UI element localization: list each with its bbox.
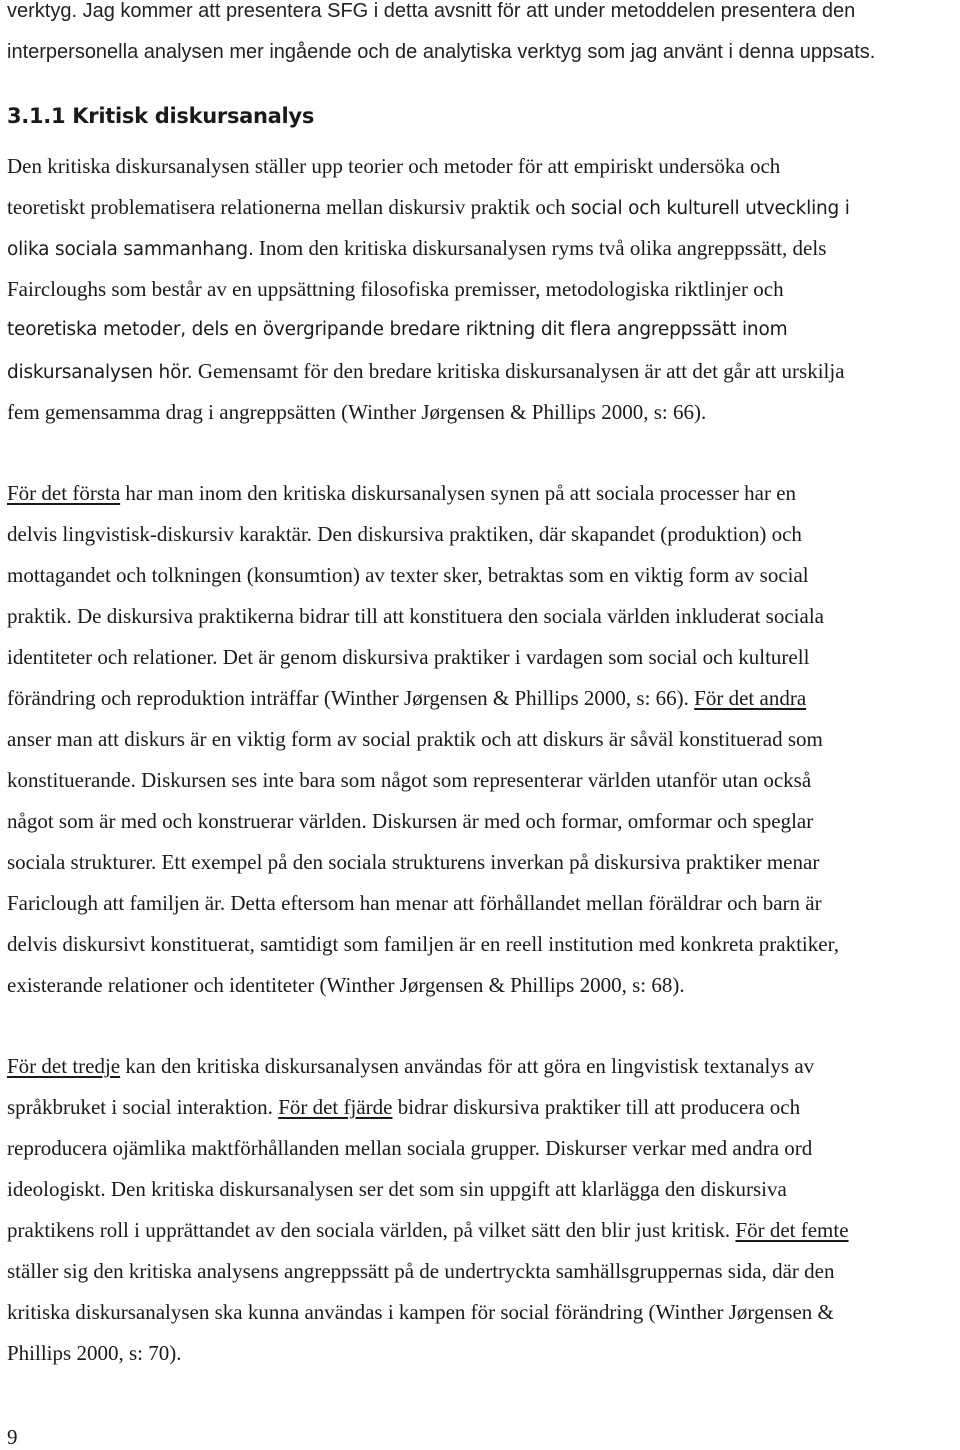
text-span: praktikens roll i upprättandet av den sociala världen, på vilket sätt den blir just kritisk. bbox=[7, 1218, 736, 1242]
text-span: Gemensamt för den bredare kritiska diskursanalysen är att det går att urskilja bbox=[192, 359, 845, 383]
underlined-text: För det andra bbox=[694, 686, 807, 710]
text-line bbox=[7, 153, 780, 179]
text-span: interpersonella analysen mer ingående och de analytiska verktyg som jag använt i denna uppsats. bbox=[7, 41, 876, 63]
text-span: förändring och reproduktion inträffar (Winther Jørgensen & Phillips 2000, s: 66). bbox=[7, 686, 695, 710]
text-line bbox=[7, 399, 706, 425]
text-span: anser man att diskurs är en viktig form av social praktik och att diskurs är såväl konstituerad som bbox=[7, 727, 823, 751]
text-line bbox=[7, 890, 822, 916]
text-line bbox=[7, 562, 809, 588]
text-span: ideologiskt. Den kritiska diskursanalysen ser det som sin uppgift att klarlägga den diskursiva bbox=[7, 1177, 787, 1201]
text-span: bidrar diskursiva praktiker till att producera och bbox=[392, 1095, 801, 1119]
text-span: språkbruket i social interaktion. bbox=[7, 1095, 279, 1119]
text-span: kritiska diskursanalysen ska kunna användas i kampen för social förändring (Winther Jørgensen & bbox=[7, 1300, 834, 1324]
text-line bbox=[7, 767, 811, 793]
text-span: teoretiska metoder, dels en övergripande bredare riktning dit flera angreppssätt inom bbox=[7, 319, 788, 340]
text-line bbox=[7, 276, 784, 302]
text-line bbox=[7, 521, 802, 547]
text-span: olika sociala sammanhang. bbox=[7, 239, 254, 260]
text-line bbox=[7, 1299, 834, 1325]
text-line bbox=[7, 39, 875, 65]
text-line bbox=[7, 317, 787, 343]
text-span: delvis lingvistisk-diskursiv karaktär. Den diskursiva praktiken, där skapandet (produktion) och bbox=[7, 522, 802, 546]
underlined-text: För det fjärde bbox=[278, 1095, 393, 1119]
text-span: praktik. De diskursiva praktikerna bidrar till att konstituera den sociala världen inkluderat sociala bbox=[7, 604, 824, 628]
text-line bbox=[7, 685, 806, 711]
text-line bbox=[7, 1340, 181, 1366]
text-span: diskursanalysen hör. bbox=[7, 362, 193, 383]
text-span: Den kritiska diskursanalysen ställer upp teorier och metoder för att empiriskt undersöka och bbox=[7, 154, 781, 178]
text-span: verktyg. Jag kommer att presentera SFG i detta avsnitt för att under metoddelen presentera den bbox=[7, 0, 856, 22]
text-line bbox=[7, 1176, 787, 1202]
underlined-text: För det femte bbox=[735, 1218, 849, 1242]
text-line bbox=[7, 931, 839, 957]
text-line bbox=[7, 235, 826, 263]
text-span: ställer sig den kritiska analysens angreppssätt på de undertryckta samhällsgruppernas sida, där den bbox=[7, 1259, 835, 1283]
text-span: Fariclough att familjen är. Detta eftersom han menar att förhållandet mellan föräldrar och barn är bbox=[7, 891, 822, 915]
text-line bbox=[7, 1135, 812, 1161]
page-number: 9 bbox=[7, 1425, 18, 1449]
text-line bbox=[7, 480, 796, 506]
text-span: social och kulturell utveckling i bbox=[570, 198, 850, 219]
text-line bbox=[7, 644, 809, 670]
text-span: Inom den kritiska diskursanalysen ryms två olika angreppssätt, dels bbox=[253, 236, 827, 260]
text-span: fem gemensamma drag i angreppsätten (Winther Jørgensen & Phillips 2000, s: 66). bbox=[7, 400, 707, 424]
text-line bbox=[7, 1258, 835, 1284]
text-span: något som är med och konstruerar världen. Diskursen är med och formar, omformar och speglar bbox=[7, 809, 814, 833]
underlined-text: För det första bbox=[7, 481, 121, 505]
underlined-text: För det tredje bbox=[7, 1054, 121, 1078]
text-line bbox=[7, 0, 855, 24]
text-line bbox=[7, 1217, 849, 1243]
text-span: har man inom den kritiska diskursanalysen synen på att sociala processer har en bbox=[120, 481, 797, 505]
text-span: Faircloughs som består av en uppsättning filosofiska premisser, metodologiska riktlinjer och bbox=[7, 277, 784, 301]
text-span: Phillips 2000, s: 70). bbox=[7, 1341, 182, 1365]
section-heading: 3.1.1 Kritisk diskursanalys bbox=[7, 104, 315, 128]
text-line bbox=[7, 808, 813, 834]
text-line bbox=[7, 849, 819, 875]
text-line bbox=[7, 603, 824, 629]
text-span: teoretiskt problematisera relationerna mellan diskursiv praktik och bbox=[7, 195, 571, 219]
text-line bbox=[7, 194, 850, 222]
text-span: konstituerande. Diskursen ses inte bara som något som representerar världen utanför utan också bbox=[7, 768, 812, 792]
text-line bbox=[7, 358, 845, 386]
text-line bbox=[7, 1053, 814, 1079]
text-span: delvis diskursivt konstituerat, samtidigt som familjen är en reell institution med konkreta praktiker, bbox=[7, 932, 839, 956]
text-span: identiteter och relationer. Det är genom diskursiva praktiker i vardagen som social och kulturell bbox=[7, 645, 810, 669]
text-span: sociala strukturer. Ett exempel på den sociala strukturens inverkan på diskursiva praktiker menar bbox=[7, 850, 820, 874]
text-span: mottagandet och tolkningen (konsumtion) av texter sker, betraktas som en viktig form av social bbox=[7, 563, 809, 587]
text-line bbox=[7, 1094, 800, 1120]
text-line bbox=[7, 972, 685, 998]
text-span: existerande relationer och identiteter (Winther Jørgensen & Phillips 2000, s: 68). bbox=[7, 973, 685, 997]
text-span: kan den kritiska diskursanalysen användas för att göra en lingvistisk textanalys av bbox=[120, 1054, 815, 1078]
text-line bbox=[7, 726, 823, 752]
text-span: reproducera ojämlika maktförhållanden mellan sociala grupper. Diskurser verkar med andra ord bbox=[7, 1136, 813, 1160]
